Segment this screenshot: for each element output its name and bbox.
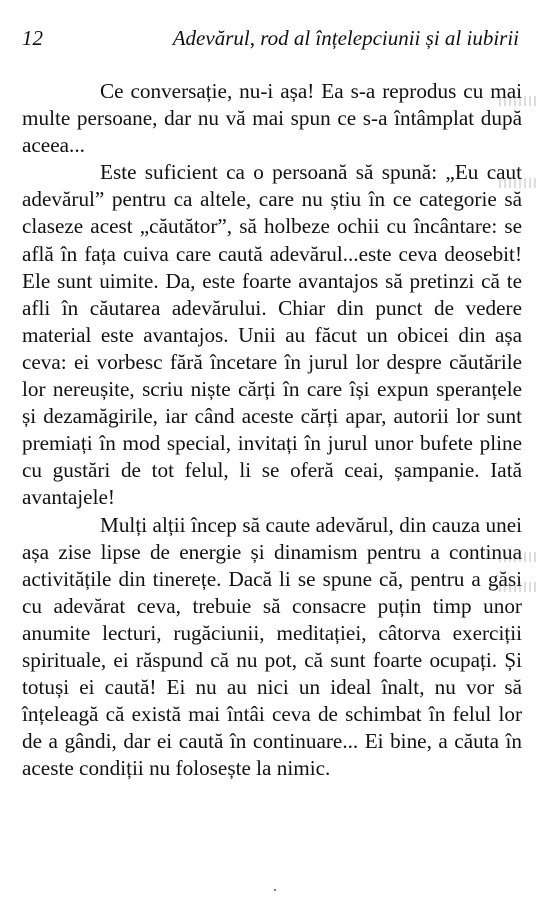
page-header (22, 26, 519, 56)
paragraph-3: Mulți alții încep să caute adevărul, din cauza unei așa zise lipse de energie și dinamism pentru a continua activitățile din tinerețe. Dacă li se spune că, pentru a găsi cu adevărat ceva, trebuie să consacre puțin timp unor anumite lecturi, rugăciunii, meditației, câtorva exerciții spirituale, ei răspund că nu pot, că sunt foarte ocupați. Și totuși ei caută! Ei nu au nici un ideal înalt, nu vor să înțeleagă că există mai întâi ceva de schimbat în felul lor de a gândi, dar ei caută în continuare... Ei bine, a căuta în aceste condiții nu folosește la nimic. (22, 512, 522, 781)
show-through-mark (499, 552, 539, 562)
running-title: Adevărul, rod al înțelepciunii și al iubirii (172, 26, 519, 50)
page-number: 12 (22, 26, 43, 50)
paragraph-2: Este suficient ca o persoană să spună: „Eu caut adevărul” pentru ca altele, care nu știu în ce categorie să claseze acest „căutător”, să holbeze ochii cu încântare: se află în fața cuiva care caută adevărul...este ceva deosebit! Ele sunt uimite. Da, este foarte avantajos să pretinzi că te afli în căutarea adevărului. Chiar din punct de vedere material este avantajos. Unii au făcut un obicei din așa ceva: ei vorbesc fără încetare în jurul lor despre căutările lor nereușite, scriu niște cărți în care își expun speranțele și dezamăgirile, iar când aceste cărți apar, autorii lor sunt premiați în mod special, invitați în jurul unor bufete pline cu gustări de tot felul, li se oferă ceai, șampanie. Iată avantajele! (22, 160, 522, 510)
paper-speck (274, 889, 276, 891)
body-text (22, 78, 522, 782)
show-through-mark (499, 96, 539, 106)
show-through-mark (499, 178, 539, 188)
paragraph-1: Ce conversație, nu-i așa! Ea s-a reprodus cu mai multe persoane, dar nu vă mai spun ce s-a întâmplat după aceea... (22, 79, 522, 158)
show-through-mark (499, 582, 539, 592)
